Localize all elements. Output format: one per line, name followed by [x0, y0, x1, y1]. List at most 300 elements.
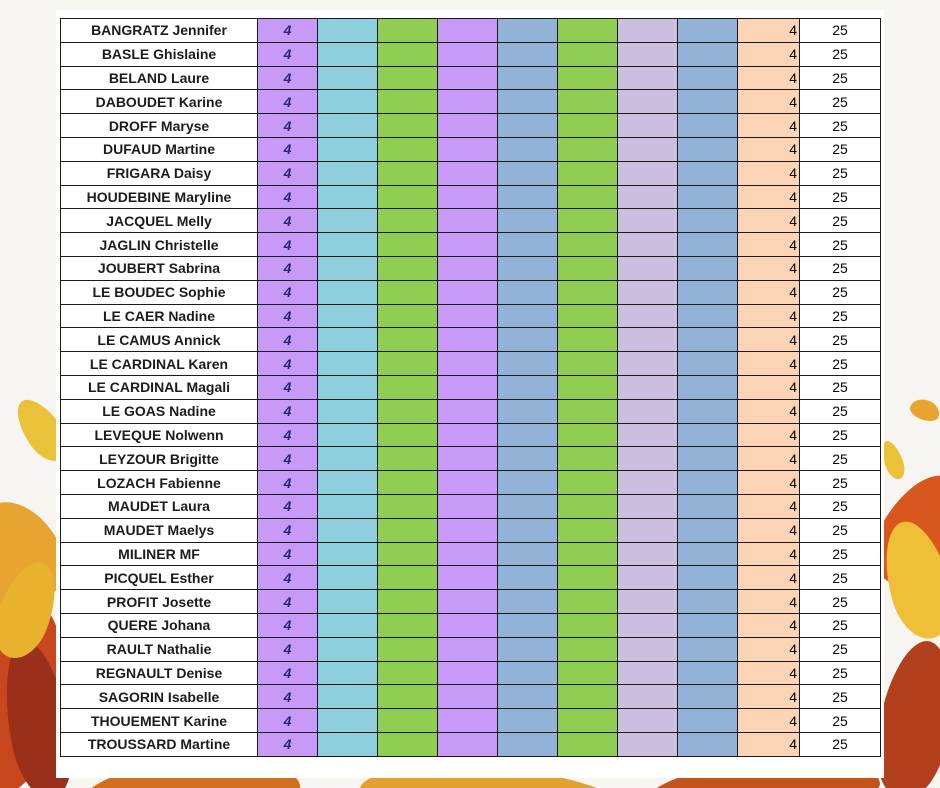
empty-cell[interactable] [498, 661, 558, 685]
empty-cell[interactable] [498, 256, 558, 280]
total-cell[interactable]: 25 [800, 542, 881, 566]
score-cell[interactable]: 4 [258, 423, 318, 447]
count-cell[interactable]: 4 [738, 304, 800, 328]
empty-cell[interactable] [558, 328, 618, 352]
count-cell[interactable]: 4 [738, 328, 800, 352]
total-cell[interactable]: 25 [800, 518, 881, 542]
empty-cell[interactable] [558, 161, 618, 185]
empty-cell[interactable] [498, 423, 558, 447]
empty-cell[interactable] [318, 19, 378, 43]
empty-cell[interactable] [378, 661, 438, 685]
empty-cell[interactable] [438, 661, 498, 685]
empty-cell[interactable] [678, 161, 738, 185]
score-cell[interactable]: 4 [258, 447, 318, 471]
empty-cell[interactable] [558, 590, 618, 614]
name-cell[interactable]: MAUDET Laura [61, 494, 258, 518]
empty-cell[interactable] [678, 471, 738, 495]
score-cell[interactable]: 4 [258, 42, 318, 66]
empty-cell[interactable] [378, 328, 438, 352]
empty-cell[interactable] [498, 542, 558, 566]
total-cell[interactable]: 25 [800, 732, 881, 756]
empty-cell[interactable] [678, 542, 738, 566]
empty-cell[interactable] [318, 637, 378, 661]
empty-cell[interactable] [378, 542, 438, 566]
empty-cell[interactable] [498, 709, 558, 733]
total-cell[interactable]: 25 [800, 613, 881, 637]
name-cell[interactable]: LE CAMUS Annick [61, 328, 258, 352]
total-cell[interactable]: 25 [800, 19, 881, 43]
empty-cell[interactable] [618, 280, 678, 304]
name-cell[interactable]: FRIGARA Daisy [61, 161, 258, 185]
count-cell[interactable]: 4 [738, 114, 800, 138]
empty-cell[interactable] [498, 494, 558, 518]
empty-cell[interactable] [438, 185, 498, 209]
score-cell[interactable]: 4 [258, 137, 318, 161]
empty-cell[interactable] [498, 352, 558, 376]
name-cell[interactable]: BASLE Ghislaine [61, 42, 258, 66]
total-cell[interactable]: 25 [800, 375, 881, 399]
score-cell[interactable]: 4 [258, 66, 318, 90]
empty-cell[interactable] [378, 590, 438, 614]
score-cell[interactable]: 4 [258, 352, 318, 376]
empty-cell[interactable] [378, 423, 438, 447]
total-cell[interactable]: 25 [800, 328, 881, 352]
empty-cell[interactable] [618, 399, 678, 423]
count-cell[interactable]: 4 [738, 709, 800, 733]
total-cell[interactable]: 25 [800, 471, 881, 495]
empty-cell[interactable] [498, 590, 558, 614]
total-cell[interactable]: 25 [800, 566, 881, 590]
name-cell[interactable]: LEVEQUE Nolwenn [61, 423, 258, 447]
empty-cell[interactable] [318, 590, 378, 614]
name-cell[interactable]: DUFAUD Martine [61, 137, 258, 161]
score-cell[interactable]: 4 [258, 256, 318, 280]
count-cell[interactable]: 4 [738, 399, 800, 423]
empty-cell[interactable] [318, 185, 378, 209]
total-cell[interactable]: 25 [800, 114, 881, 138]
empty-cell[interactable] [618, 637, 678, 661]
empty-cell[interactable] [318, 423, 378, 447]
empty-cell[interactable] [438, 209, 498, 233]
name-cell[interactable]: TROUSSARD Martine [61, 732, 258, 756]
score-cell[interactable]: 4 [258, 613, 318, 637]
empty-cell[interactable] [498, 19, 558, 43]
empty-cell[interactable] [618, 375, 678, 399]
name-cell[interactable]: THOUEMENT Karine [61, 709, 258, 733]
score-cell[interactable]: 4 [258, 375, 318, 399]
empty-cell[interactable] [498, 304, 558, 328]
empty-cell[interactable] [678, 304, 738, 328]
empty-cell[interactable] [438, 90, 498, 114]
empty-cell[interactable] [618, 256, 678, 280]
empty-cell[interactable] [318, 90, 378, 114]
empty-cell[interactable] [618, 328, 678, 352]
empty-cell[interactable] [618, 42, 678, 66]
name-cell[interactable]: MILINER MF [61, 542, 258, 566]
count-cell[interactable]: 4 [738, 209, 800, 233]
empty-cell[interactable] [498, 447, 558, 471]
name-cell[interactable]: BANGRATZ Jennifer [61, 19, 258, 43]
score-cell[interactable]: 4 [258, 90, 318, 114]
empty-cell[interactable] [558, 471, 618, 495]
empty-cell[interactable] [618, 90, 678, 114]
score-cell[interactable]: 4 [258, 494, 318, 518]
empty-cell[interactable] [318, 352, 378, 376]
name-cell[interactable]: LE CARDINAL Magali [61, 375, 258, 399]
empty-cell[interactable] [618, 137, 678, 161]
name-cell[interactable]: JAGLIN Christelle [61, 233, 258, 257]
empty-cell[interactable] [558, 90, 618, 114]
empty-cell[interactable] [378, 280, 438, 304]
count-cell[interactable]: 4 [738, 542, 800, 566]
name-cell[interactable]: LE GOAS Nadine [61, 399, 258, 423]
empty-cell[interactable] [318, 613, 378, 637]
empty-cell[interactable] [558, 256, 618, 280]
count-cell[interactable]: 4 [738, 685, 800, 709]
empty-cell[interactable] [438, 19, 498, 43]
score-cell[interactable]: 4 [258, 19, 318, 43]
empty-cell[interactable] [678, 209, 738, 233]
name-cell[interactable]: LE CAER Nadine [61, 304, 258, 328]
empty-cell[interactable] [498, 114, 558, 138]
count-cell[interactable]: 4 [738, 161, 800, 185]
empty-cell[interactable] [438, 685, 498, 709]
empty-cell[interactable] [438, 566, 498, 590]
empty-cell[interactable] [678, 114, 738, 138]
name-cell[interactable]: LOZACH Fabienne [61, 471, 258, 495]
count-cell[interactable]: 4 [738, 471, 800, 495]
empty-cell[interactable] [678, 518, 738, 542]
empty-cell[interactable] [498, 137, 558, 161]
empty-cell[interactable] [618, 566, 678, 590]
total-cell[interactable]: 25 [800, 709, 881, 733]
count-cell[interactable]: 4 [738, 423, 800, 447]
name-cell[interactable]: LE CARDINAL Karen [61, 352, 258, 376]
empty-cell[interactable] [618, 732, 678, 756]
empty-cell[interactable] [438, 233, 498, 257]
name-cell[interactable]: REGNAULT Denise [61, 661, 258, 685]
empty-cell[interactable] [678, 661, 738, 685]
empty-cell[interactable] [378, 352, 438, 376]
empty-cell[interactable] [618, 352, 678, 376]
empty-cell[interactable] [438, 304, 498, 328]
empty-cell[interactable] [678, 256, 738, 280]
empty-cell[interactable] [678, 423, 738, 447]
name-cell[interactable]: PICQUEL Esther [61, 566, 258, 590]
score-cell[interactable]: 4 [258, 304, 318, 328]
name-cell[interactable]: SAGORIN Isabelle [61, 685, 258, 709]
empty-cell[interactable] [378, 185, 438, 209]
score-cell[interactable]: 4 [258, 661, 318, 685]
empty-cell[interactable] [378, 518, 438, 542]
empty-cell[interactable] [558, 375, 618, 399]
total-cell[interactable]: 25 [800, 494, 881, 518]
empty-cell[interactable] [498, 732, 558, 756]
count-cell[interactable]: 4 [738, 566, 800, 590]
empty-cell[interactable] [558, 732, 618, 756]
empty-cell[interactable] [498, 685, 558, 709]
empty-cell[interactable] [318, 447, 378, 471]
empty-cell[interactable] [378, 375, 438, 399]
name-cell[interactable]: LEYZOUR Brigitte [61, 447, 258, 471]
empty-cell[interactable] [438, 423, 498, 447]
empty-cell[interactable] [378, 161, 438, 185]
empty-cell[interactable] [618, 209, 678, 233]
empty-cell[interactable] [558, 280, 618, 304]
empty-cell[interactable] [378, 256, 438, 280]
empty-cell[interactable] [618, 685, 678, 709]
empty-cell[interactable] [558, 42, 618, 66]
empty-cell[interactable] [678, 732, 738, 756]
empty-cell[interactable] [678, 233, 738, 257]
empty-cell[interactable] [378, 114, 438, 138]
empty-cell[interactable] [498, 280, 558, 304]
empty-cell[interactable] [618, 471, 678, 495]
empty-cell[interactable] [618, 161, 678, 185]
empty-cell[interactable] [498, 518, 558, 542]
name-cell[interactable]: HOUDEBINE Maryline [61, 185, 258, 209]
empty-cell[interactable] [318, 280, 378, 304]
empty-cell[interactable] [378, 233, 438, 257]
total-cell[interactable]: 25 [800, 256, 881, 280]
empty-cell[interactable] [558, 352, 618, 376]
empty-cell[interactable] [438, 471, 498, 495]
empty-cell[interactable] [498, 90, 558, 114]
empty-cell[interactable] [318, 137, 378, 161]
empty-cell[interactable] [678, 375, 738, 399]
empty-cell[interactable] [318, 685, 378, 709]
name-cell[interactable]: LE BOUDEC Sophie [61, 280, 258, 304]
empty-cell[interactable] [618, 114, 678, 138]
total-cell[interactable]: 25 [800, 90, 881, 114]
empty-cell[interactable] [378, 566, 438, 590]
empty-cell[interactable] [318, 375, 378, 399]
empty-cell[interactable] [378, 90, 438, 114]
total-cell[interactable]: 25 [800, 185, 881, 209]
name-cell[interactable]: JACQUEL Melly [61, 209, 258, 233]
empty-cell[interactable] [318, 542, 378, 566]
empty-cell[interactable] [438, 161, 498, 185]
empty-cell[interactable] [558, 494, 618, 518]
empty-cell[interactable] [438, 352, 498, 376]
empty-cell[interactable] [318, 256, 378, 280]
total-cell[interactable]: 25 [800, 161, 881, 185]
count-cell[interactable]: 4 [738, 137, 800, 161]
empty-cell[interactable] [558, 233, 618, 257]
empty-cell[interactable] [558, 304, 618, 328]
empty-cell[interactable] [498, 66, 558, 90]
empty-cell[interactable] [558, 613, 618, 637]
count-cell[interactable]: 4 [738, 661, 800, 685]
empty-cell[interactable] [318, 209, 378, 233]
empty-cell[interactable] [378, 709, 438, 733]
empty-cell[interactable] [318, 328, 378, 352]
count-cell[interactable]: 4 [738, 494, 800, 518]
empty-cell[interactable] [678, 637, 738, 661]
empty-cell[interactable] [318, 233, 378, 257]
empty-cell[interactable] [498, 42, 558, 66]
score-cell[interactable]: 4 [258, 542, 318, 566]
empty-cell[interactable] [378, 685, 438, 709]
empty-cell[interactable] [618, 423, 678, 447]
total-cell[interactable]: 25 [800, 66, 881, 90]
empty-cell[interactable] [498, 161, 558, 185]
name-cell[interactable]: BELAND Laure [61, 66, 258, 90]
empty-cell[interactable] [438, 137, 498, 161]
empty-cell[interactable] [438, 256, 498, 280]
score-cell[interactable]: 4 [258, 518, 318, 542]
empty-cell[interactable] [438, 613, 498, 637]
empty-cell[interactable] [558, 137, 618, 161]
empty-cell[interactable] [378, 494, 438, 518]
empty-cell[interactable] [558, 423, 618, 447]
name-cell[interactable]: MAUDET Maelys [61, 518, 258, 542]
empty-cell[interactable] [678, 494, 738, 518]
empty-cell[interactable] [678, 399, 738, 423]
score-cell[interactable]: 4 [258, 590, 318, 614]
empty-cell[interactable] [678, 613, 738, 637]
empty-cell[interactable] [498, 566, 558, 590]
empty-cell[interactable] [678, 137, 738, 161]
score-cell[interactable]: 4 [258, 161, 318, 185]
empty-cell[interactable] [318, 399, 378, 423]
empty-cell[interactable] [378, 613, 438, 637]
total-cell[interactable]: 25 [800, 685, 881, 709]
empty-cell[interactable] [618, 518, 678, 542]
total-cell[interactable]: 25 [800, 661, 881, 685]
empty-cell[interactable] [678, 280, 738, 304]
empty-cell[interactable] [558, 566, 618, 590]
empty-cell[interactable] [678, 685, 738, 709]
total-cell[interactable]: 25 [800, 42, 881, 66]
empty-cell[interactable] [678, 352, 738, 376]
empty-cell[interactable] [558, 447, 618, 471]
empty-cell[interactable] [618, 66, 678, 90]
empty-cell[interactable] [438, 637, 498, 661]
score-cell[interactable]: 4 [258, 566, 318, 590]
count-cell[interactable]: 4 [738, 233, 800, 257]
empty-cell[interactable] [498, 233, 558, 257]
score-cell[interactable]: 4 [258, 732, 318, 756]
empty-cell[interactable] [498, 471, 558, 495]
empty-cell[interactable] [618, 447, 678, 471]
empty-cell[interactable] [378, 399, 438, 423]
empty-cell[interactable] [438, 732, 498, 756]
empty-cell[interactable] [678, 590, 738, 614]
name-cell[interactable]: JOUBERT Sabrina [61, 256, 258, 280]
empty-cell[interactable] [498, 399, 558, 423]
empty-cell[interactable] [498, 209, 558, 233]
count-cell[interactable]: 4 [738, 185, 800, 209]
name-cell[interactable]: DROFF Maryse [61, 114, 258, 138]
empty-cell[interactable] [438, 542, 498, 566]
total-cell[interactable]: 25 [800, 304, 881, 328]
empty-cell[interactable] [678, 90, 738, 114]
empty-cell[interactable] [498, 637, 558, 661]
total-cell[interactable]: 25 [800, 280, 881, 304]
count-cell[interactable]: 4 [738, 447, 800, 471]
empty-cell[interactable] [378, 471, 438, 495]
count-cell[interactable]: 4 [738, 19, 800, 43]
empty-cell[interactable] [618, 709, 678, 733]
count-cell[interactable]: 4 [738, 256, 800, 280]
empty-cell[interactable] [438, 494, 498, 518]
total-cell[interactable]: 25 [800, 590, 881, 614]
name-cell[interactable]: DABOUDET Karine [61, 90, 258, 114]
count-cell[interactable]: 4 [738, 518, 800, 542]
score-cell[interactable]: 4 [258, 399, 318, 423]
score-cell[interactable]: 4 [258, 209, 318, 233]
empty-cell[interactable] [678, 19, 738, 43]
empty-cell[interactable] [558, 518, 618, 542]
empty-cell[interactable] [618, 185, 678, 209]
empty-cell[interactable] [318, 494, 378, 518]
count-cell[interactable]: 4 [738, 66, 800, 90]
empty-cell[interactable] [558, 661, 618, 685]
empty-cell[interactable] [558, 209, 618, 233]
name-cell[interactable]: PROFIT Josette [61, 590, 258, 614]
empty-cell[interactable] [378, 42, 438, 66]
empty-cell[interactable] [558, 19, 618, 43]
count-cell[interactable]: 4 [738, 280, 800, 304]
empty-cell[interactable] [498, 613, 558, 637]
empty-cell[interactable] [378, 637, 438, 661]
empty-cell[interactable] [318, 66, 378, 90]
empty-cell[interactable] [618, 613, 678, 637]
empty-cell[interactable] [318, 161, 378, 185]
empty-cell[interactable] [378, 209, 438, 233]
empty-cell[interactable] [438, 709, 498, 733]
empty-cell[interactable] [318, 42, 378, 66]
empty-cell[interactable] [318, 304, 378, 328]
total-cell[interactable]: 25 [800, 447, 881, 471]
empty-cell[interactable] [438, 66, 498, 90]
empty-cell[interactable] [378, 19, 438, 43]
score-cell[interactable]: 4 [258, 185, 318, 209]
count-cell[interactable]: 4 [738, 613, 800, 637]
empty-cell[interactable] [438, 399, 498, 423]
empty-cell[interactable] [318, 661, 378, 685]
score-cell[interactable]: 4 [258, 685, 318, 709]
empty-cell[interactable] [438, 328, 498, 352]
count-cell[interactable]: 4 [738, 637, 800, 661]
empty-cell[interactable] [378, 66, 438, 90]
empty-cell[interactable] [378, 304, 438, 328]
empty-cell[interactable] [618, 494, 678, 518]
empty-cell[interactable] [438, 447, 498, 471]
total-cell[interactable]: 25 [800, 209, 881, 233]
empty-cell[interactable] [498, 185, 558, 209]
empty-cell[interactable] [498, 375, 558, 399]
empty-cell[interactable] [558, 114, 618, 138]
empty-cell[interactable] [618, 590, 678, 614]
empty-cell[interactable] [618, 661, 678, 685]
count-cell[interactable]: 4 [738, 42, 800, 66]
score-cell[interactable]: 4 [258, 280, 318, 304]
score-cell[interactable]: 4 [258, 471, 318, 495]
empty-cell[interactable] [378, 137, 438, 161]
empty-cell[interactable] [438, 518, 498, 542]
count-cell[interactable]: 4 [738, 375, 800, 399]
empty-cell[interactable] [438, 375, 498, 399]
empty-cell[interactable] [318, 732, 378, 756]
empty-cell[interactable] [438, 42, 498, 66]
name-cell[interactable]: RAULT Nathalie [61, 637, 258, 661]
name-cell[interactable]: QUERE Johana [61, 613, 258, 637]
empty-cell[interactable] [318, 518, 378, 542]
score-cell[interactable]: 4 [258, 709, 318, 733]
count-cell[interactable]: 4 [738, 590, 800, 614]
